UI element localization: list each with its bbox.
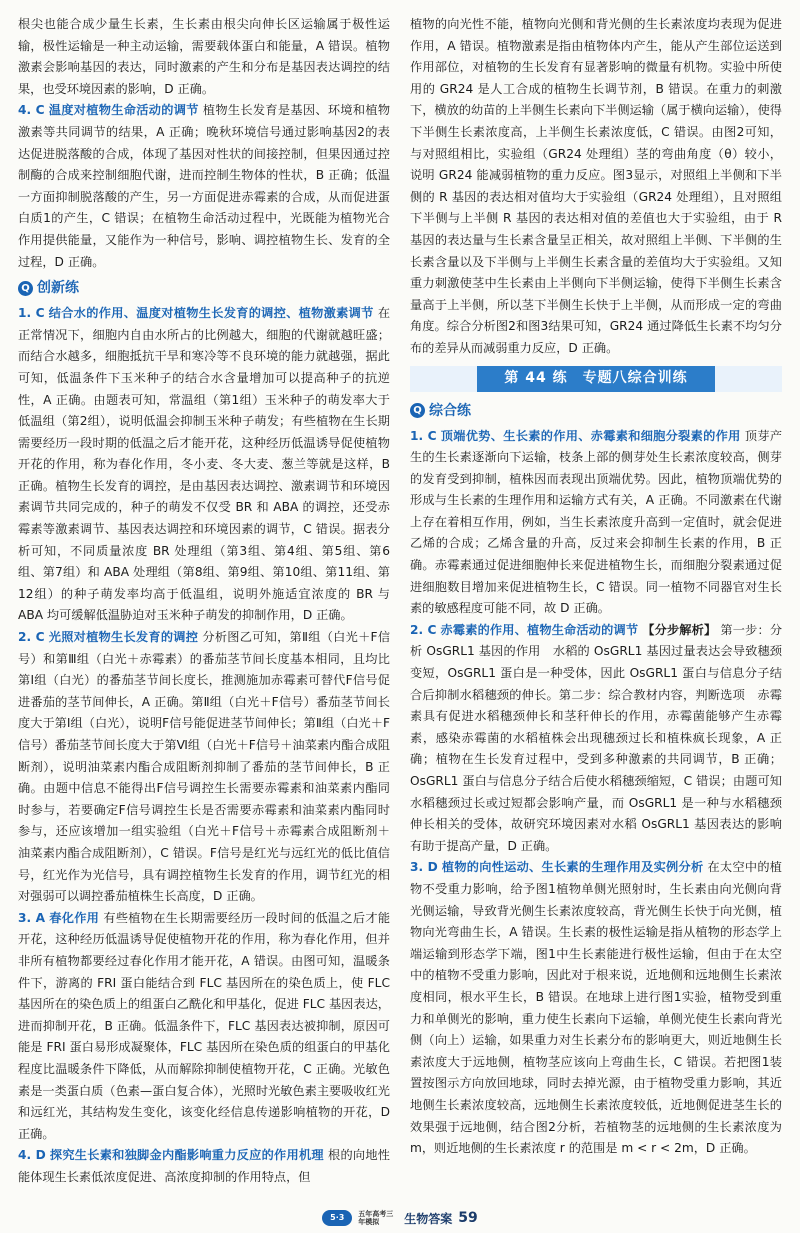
answer-3 xyxy=(410,857,782,1159)
answer-topic: 顶端优势、生长素的作用、赤霉素和细胞分裂素的作用 xyxy=(440,428,741,443)
brand-logo: 5·3 xyxy=(322,1210,352,1226)
answer-topic: 结合水的作用、温度对植物生长发育的调控、植物激素调节 xyxy=(48,306,374,321)
analysis-tag: 【分步解析】 xyxy=(642,622,717,637)
answer-topic: 探究生长素和独脚金内酯影响重力反应的作用机理 xyxy=(49,1148,324,1163)
section-title: 创新练 xyxy=(37,280,79,297)
answer-text: 有些植物在生长期需要经历一段时间的低温之后才能开花，这种经历低温诱导促使植物开花的作用，称为春化作用，但并非所有植物都要经过春化作用才能开花，A 错误。由图可知，温暖条件下，游离的 FRI 蛋白能结合到 FLC 基因所在的染色质上，使 FLC 基因所在的染色质上的组蛋白乙酰化和甲基化，促进 FLC 基因表达，进而抑制开花，B 正确。低温条件下，FLC 基因表达被抑制，原因可能是 FRI 蛋白易形成凝聚体，FLC 基因所在染色质的组蛋白的甲基化程度比温暖条件下降低，从而解除抑制使植物开花，C 正确。光敏色素是一类蛋白质（色素—蛋白复合体），光照时光敏色素主要吸收红光和远红光，其结构发生变化，该变化经信息传递影响植物的开花，D 正确。 xyxy=(18,910,391,1141)
page xyxy=(18,14,788,1204)
page-number: 59 xyxy=(458,1210,478,1226)
banner-title: 第 44 练 专题八综合训练 xyxy=(504,369,688,386)
answer-3 xyxy=(18,908,390,1146)
magnifier-icon: Q xyxy=(18,281,33,296)
section-heading-comprehensive xyxy=(410,398,782,424)
answer-text: 分析图乙可知，第Ⅱ组（白光＋F信号）和第Ⅲ组（白光＋赤霉素）的番茄茎节间长度基本相同，且均比第Ⅰ组（白光）的番茄茎节间长度长，推测施加赤霉素可替代F信号促进番茄的茎节间伸长，A 正确。第Ⅱ组（白光＋F信号）番茄茎节间长度大于第Ⅰ组（白光），说明F信号能促进茎节间伸长；第Ⅱ组（白光＋F信号）番茄茎节间长度大于第Ⅵ组（白光＋F信号＋油菜素内酯合成阻断剂），说明油菜素内酯合成阻断剂抑制了番茄的茎节间伸长，B 正确。由题中信息不能得出F信号调控生长需要赤霉素和油菜素内酯同时参与，若要确定F信号调控生长是否需要赤霉素和油菜素内酯同时参与，还应该增加一组实验组（白光＋F信号＋赤霉素合成阻断剂＋油菜素内酯合成阻断剂），C 错误。F信号是红光与远红光的低比值信号，红光作为光信号，具有调控植物生长发育的作用，调节红光的相对强弱可以调控番茄植株生长高度，D 正确。 xyxy=(18,630,391,904)
section-title: 综合练 xyxy=(429,402,471,419)
footer-label: 生物答案 xyxy=(404,1211,453,1226)
answer-topic: 赤霉素的作用、植物生命活动的调节 xyxy=(440,622,639,637)
magnifier-icon: Q xyxy=(410,403,425,418)
answer-1 xyxy=(410,426,782,620)
practice-banner xyxy=(410,366,782,392)
answer-number: 3. D xyxy=(410,860,438,875)
answer-topic: 温度对植物生命活动的调节 xyxy=(48,103,199,118)
answer-number: 1. C xyxy=(410,428,437,443)
answer-number: 3. A xyxy=(18,910,46,925)
answer-4 xyxy=(18,100,390,273)
right-column xyxy=(410,14,782,1160)
answer-1 xyxy=(18,303,390,627)
answer-2 xyxy=(410,620,782,858)
answer-number: 4. C xyxy=(18,103,45,118)
left-paragraph-continued: 根尖也能合成少量生长素，生长素由根尖向伸长区运输属于极性运输，极性运输是一种主动运输，需要载体蛋白和能量，A 错误。植物激素会影响基因的表达，同时激素的产生和分布是基因表达调控的结果，也受环境因素的影响，D 正确。 xyxy=(18,17,390,96)
answer-text: 在正常情况下，细胞内自由水所占的比例越大，细胞的代谢就越旺盛；而结合水越多，细胞抵抗干旱和寒冷等不良环境的能力就越强，据此可知，低温条件下玉米种子的结合水含量增加可以提高种子的抗逆性，A 正确。由题表可知，常温组（第1组）玉米种子的萌发率大于低温组（第2组），说明低温会抑制玉米种子萌发；有些植物在生长期需要经历一段时期的低温之后才能开花，这种经历低温诱导促使植物开花的作用，称为春化作用，冬小麦、冬大麦、葱兰等就是这样，B 正确。植物生长发育的调控，是由基因表达调控、激素调节和环境因素调节共同完成的，种子的萌发不仅受 BR 和 ABA 的调控，还受赤霉素等激素调节、基因表达调控和环境因素的调节，C 错误。据表分析可知，不同质量浓度 BR 处理组（第3组、第4组、第5组、第6组、第7组）和 ABA 处理组（第8组、第9组、第10组、第11组、第12组）的种子萌发率均高于低温组，说明外施适宜浓度的 BR 与 ABA 均可缓解低温胁迫对玉米种子萌发的抑制作用，D 正确。 xyxy=(18,306,391,623)
answer-number: 2. C xyxy=(18,630,45,645)
answer-2 xyxy=(18,627,390,908)
answer-text: 根的向地性能体现生长素低浓度促进、高浓度抑制的作用特点，但 xyxy=(18,1148,390,1184)
brand-subtitle: 五年高考三年模拟 xyxy=(358,1210,394,1226)
answer-number: 1. C xyxy=(18,306,45,321)
answer-text: 在太空中的植物不受重力影响，给予图1植物单侧光照射时，生长素由向光侧向背光侧运输，导致背光侧生长素浓度较高，背光侧生长快于向光侧，植物向光弯曲生长，A 错误。生长素的极性运输是指从植物的形态学上端运输到形态学下端，图1中生长素能进行极性运输，但由于在太空中的植物不受重力影响，因此对于根来说，近地侧和远地侧生长素浓度相同，根水平生长，B 错误。在地球上进行图1实验，植物受到重力和单侧光的影响，重力使生长素向下运输，单侧光使生长素向背光侧（向上）运输，如果重力对生长素分布的影响更大，则近地侧生长素浓度大于远地侧，植物茎应该向上弯曲生长，C 错误。若把图1装置按图示方向放回地球，同时去掉光源，由于植物受重力影响，其近地侧生长素浓度较高，远地侧生长素浓度较低，近地侧促进茎生长的效果强于远地侧，结合图2分析，若植物茎的远地侧的生长素浓度为 m，则近地侧的生长素浓度 r 的范围是 m < r < 2m，D 正确。 xyxy=(410,860,782,1156)
right-paragraph-continued: 植物的向光性不能，植物向光侧和背光侧的生长素浓度均表现为促进作用，A 错误。植物激素是指由植物体内产生，能从产生部位运送到作用部位，对植物的生长发育有显著影响的微量有机物。实验中所使用的 GR24 是人工合成的植物生长调节剂，B 错误。在重力的刺激下，横放的幼苗的上半侧生长素向下半侧运输（属于横向运输），使得下半侧生长素浓度高，上半侧生长素浓度低，C 错误。由图2可知，与对照组相比，实验组（GR24 处理组）茎的弯曲角度（θ）较小，说明 GR24 能减弱植物的重力反应。图3显示，对照组上半侧和下半侧的 R 基因的表达相对值均大于实验组（GR24 处理组），且对照组下半侧与上半侧 R 基因的表达相对值的差值也大于实验组，由于 R 基因的表达量与生长素含量呈正相关，故对照组上半侧、下半侧的生长素含量以及下半侧与上半侧生长素含量的差值均大于实验组。又知重力刺激使茎中生长素由上半侧向下半侧运输，使得下半侧生长素含量高于上半侧，所以茎下半侧生长快于上半侧，从而形成一定的弯曲角度。综合分析图2和图3结果可知，GR24 通过降低生长素不均匀分布的差异从而减弱重力反应，D 正确。 xyxy=(410,17,782,355)
answer-text: 第一步：分析 OsGRL1 基因的作用 水稻的 OsGRL1 基因过量表达会导致穗颈变短，OsGRL1 蛋白是一种受体，因此 OsGRL1 蛋白与信息分子结合后抑制水稻穗颈的伸长。第二步：综合教材内容，判断选项 赤霉素具有促进水稻穗颈伸长和茎秆伸长的作用，赤霉菌能够产生赤霉素，感染赤霉菌的水稻植株会出现穗颈过长和植株疯长现象，A 正确；植物在生长发育过程中，受到多种激素的共同调节，B 正确；OsGRL1 蛋白与信息分子结合后使水稻穗颈缩短，C 错误；由题可知水稻穗颈过长或过短都会影响产量，而 OsGRL1 是一种与水稻穗颈伸长相关的受体，故研究环境因素对水稻 OsGRL1 基因表达的影响有助于提高产量，D 正确。 xyxy=(410,622,783,853)
answer-text: 植物生长发育是基因、环境和植物激素等共同调节的结果，A 正确；晚秋环境信号通过影响基因2的表达促进脱落酸的合成，体现了基因对性状的间接控制，但果因通过控制酶的合成来控制细胞代谢，进而控制生物体的性状，B 正确；低温一方面抑制脱落酸的产生，另一方面促进赤霉素的合成，从而促进蛋白质1的产生，C 错误；在植物生命活动过程中，光既能为植物光合作用提供能量，又能作为一种信号，影响、调控植物生长、发育的全过程，D 正确。 xyxy=(18,103,391,269)
answer-topic: 春化作用 xyxy=(49,910,100,925)
answer-number: 2. C xyxy=(410,622,437,637)
answer-4b xyxy=(18,1145,390,1188)
page-footer xyxy=(300,1208,500,1228)
answer-number: 4. D xyxy=(18,1148,46,1163)
answer-text: 顶芽产生的生长素逐渐向下运输，枝条上部的侧芽处生长素浓度较高，侧芽的发育受到抑制，植株因而表现出顶端优势。因此，植物顶端优势的形成与生长素的生理作用和运输方式有关，A 正确。不同激素在代谢上存在着相互作用，例如，当生长素浓度升高到一定值时，就会促进乙烯的合成；乙烯含量的升高，反过来会抑制生长素的作用，B 正确。赤霉素通过促进细胞伸长来促进植物生长，而细胞分裂素通过促进细胞数目增加来促进植物生长，C 错误。同一植物不同器官对生长素的敏感程度可能不同，故 D 正确。 xyxy=(410,428,783,616)
left-column xyxy=(18,14,390,1188)
section-heading-innovation xyxy=(18,275,390,301)
answer-topic: 植物的向性运动、生长素的生理作用及实例分析 xyxy=(441,860,704,875)
answer-topic: 光照对植物生长发育的调控 xyxy=(48,630,199,645)
